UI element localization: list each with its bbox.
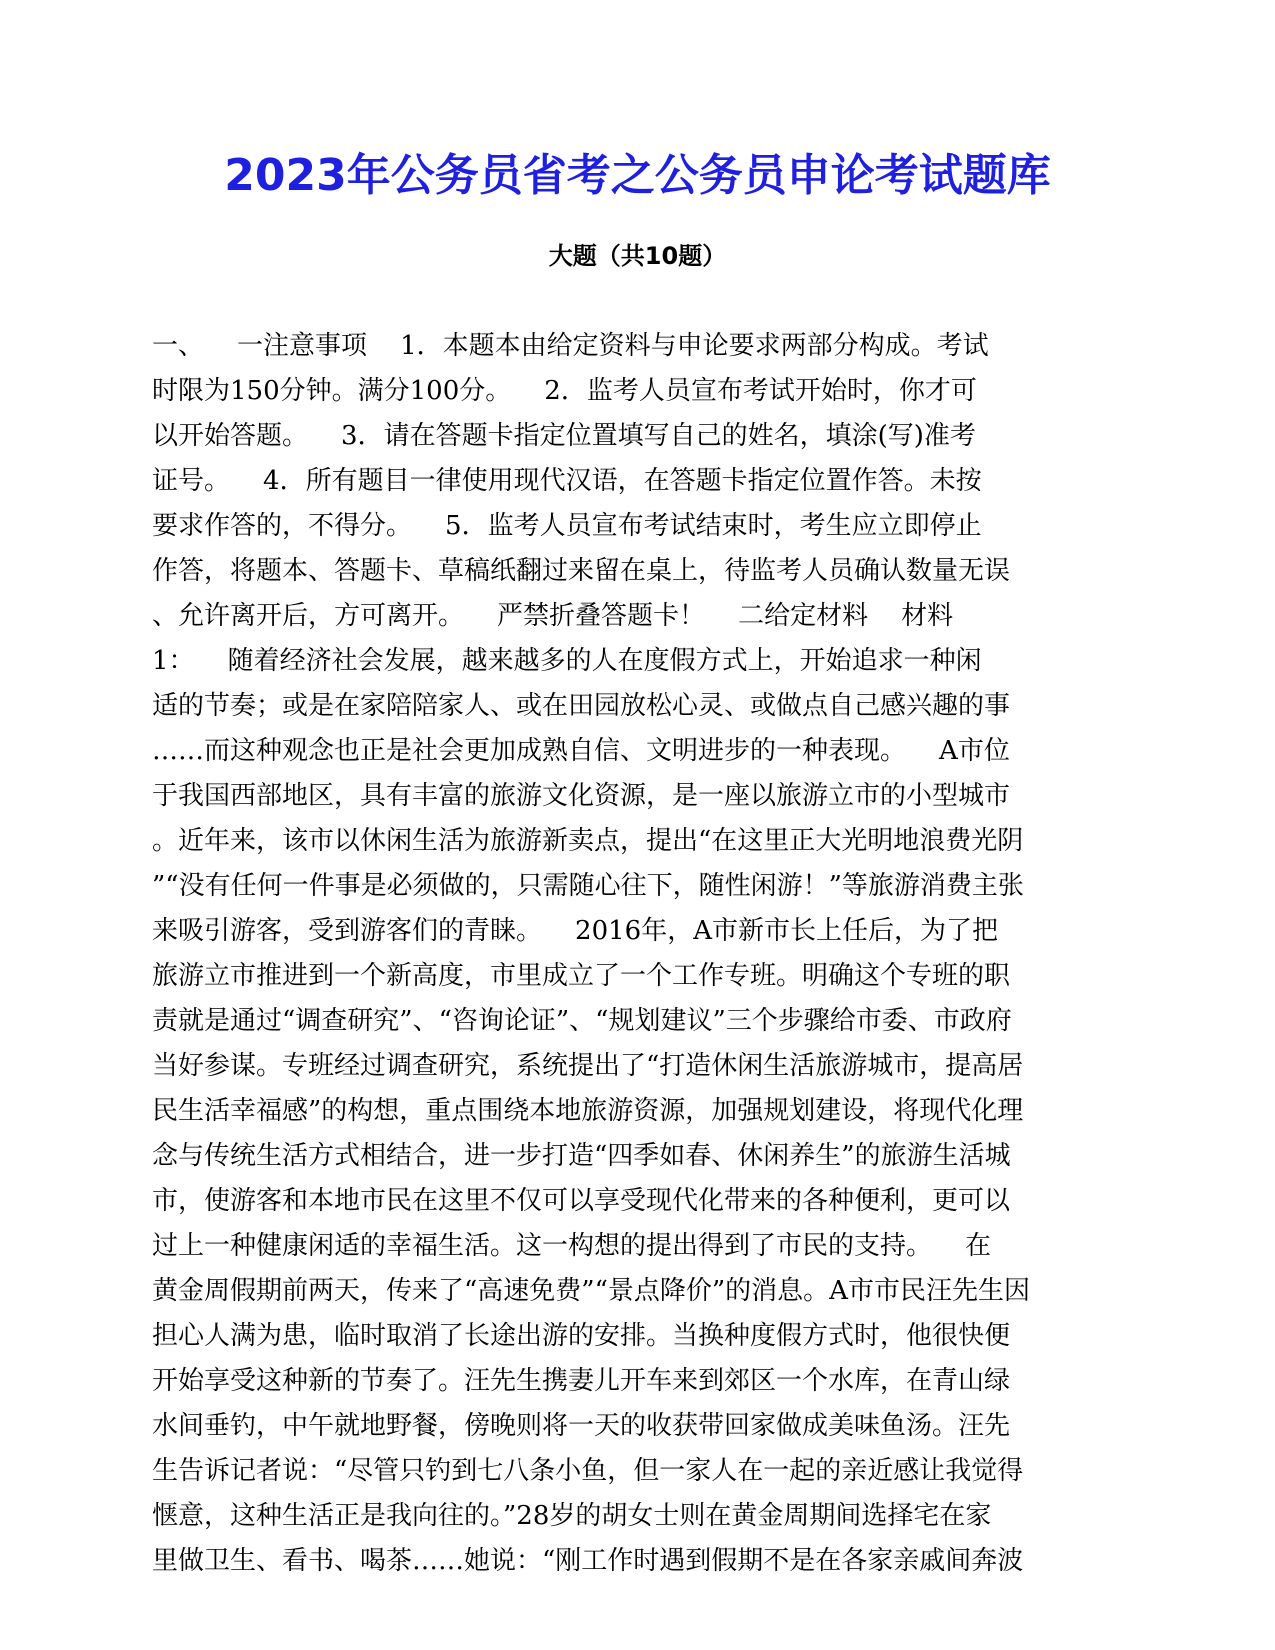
document-body	[152, 324, 1117, 1584]
body-text-line: ……而这种观念也正是社会更加成熟自信、文明进步的一种表现。 A市位	[152, 736, 1010, 766]
body-text-line: 来吸引游客，受到游客们的青睐。 2016年，A市新市长上任后，为了把	[152, 916, 999, 946]
body-text-line: 、允许离开后，方可离开。 严禁折叠答题卡！ 二给定材料 材料	[152, 601, 954, 631]
body-text-line: 当好参谋。专班经过调查研究，系统提出了“打造休闲生活旅游城市，提高居	[152, 1051, 1024, 1081]
body-text-line: 过上一种健康闲适的幸福生活。这一构想的提出得到了市民的支持。 在	[152, 1231, 992, 1261]
body-text-line: ”“没有任何一件事是必须做的，只需随心往下，随性闲游！”等旅游消费主张	[152, 871, 1024, 901]
body-text-line: 适的节奏；或是在家陪陪家人、或在田园放松心灵、或做点自己感兴趣的事	[152, 691, 1011, 721]
body-text-line: 市，使游客和本地市民在这里不仅可以享受现代化带来的各种便利，更可以	[152, 1186, 1011, 1216]
document-title: 2023年公务员省考之公务员申论考试题库	[224, 150, 1051, 201]
body-text-line: 里做卫生、看书、喝茶……她说：“刚工作时遇到假期不是在各家亲戚间奔波	[152, 1546, 1024, 1576]
body-text-line: 以开始答题。 3．请在答题卡指定位置填写自己的姓名，填涂(写)准考	[152, 421, 976, 451]
body-text-line: 证号。 4．所有题目一律使用现代汉语，在答题卡指定位置作答。未按	[152, 466, 982, 496]
body-text-line: 要求作答的，不得分。 5．监考人员宣布考试结束时，考生应立即停止	[152, 511, 982, 541]
body-text-line: 民生活幸福感”的构想，重点围绕本地旅游资源，加强规划建设，将现代化理	[152, 1096, 1024, 1126]
body-text-line: 黄金周假期前两天，传来了“高速免费”“景点降价”的消息。A市市民汪先生因	[152, 1276, 1030, 1306]
body-text-line: 念与传统生活方式相结合，进一步打造“四季如春、休闲养生”的旅游生活城	[152, 1141, 1011, 1171]
body-text-line: 一、 一注意事项 1．本题本由给定资料与申论要求两部分构成。考试	[152, 331, 989, 361]
body-text-line: 生告诉记者说：“尽管只钓到七八条小鱼，但一家人在一起的亲近感让我觉得	[152, 1456, 1024, 1486]
body-text-line: 于我国西部地区，具有丰富的旅游文化资源，是一座以旅游立市的小型城市	[152, 781, 1011, 811]
body-text-line: 水间垂钓，中午就地野餐，傍晚则将一天的收获带回家做成美味鱼汤。汪先	[152, 1411, 1011, 1441]
body-text-line: 。近年来，该市以休闲生活为旅游新卖点，提出“在这里正大光明地浪费光阴	[152, 826, 1024, 856]
section-heading: 大题（共10题）	[548, 242, 727, 270]
body-text-line: 担心人满为患，临时取消了长途出游的安排。当换种度假方式时，他很快便	[152, 1321, 1011, 1351]
body-text-line: 惬意，这种生活正是我向往的。”28岁的胡女士则在黄金周期间选择宅在家	[152, 1501, 992, 1531]
body-text-line: 时限为150分钟。满分100分。 2．监考人员宣布考试开始时，你才可	[152, 376, 977, 406]
body-text-line: 责就是通过“调查研究”、“咨询论证”、“规划建议”三个步骤给市委、市政府	[152, 1006, 1012, 1036]
body-text-line: 旅游立市推进到一个新高度，市里成立了一个工作专班。明确这个专班的职	[152, 961, 1011, 991]
body-text-line: 1： 随着经济社会发展，越来越多的人在度假方式上，开始追求一种闲	[152, 646, 982, 676]
body-text-line: 开始享受这种新的节奏了。汪先生携妻儿开车来到郊区一个水库，在青山绿	[152, 1366, 1011, 1396]
body-text-line: 作答，将题本、答题卡、草稿纸翻过来留在桌上，待监考人员确认数量无误	[152, 556, 1011, 586]
